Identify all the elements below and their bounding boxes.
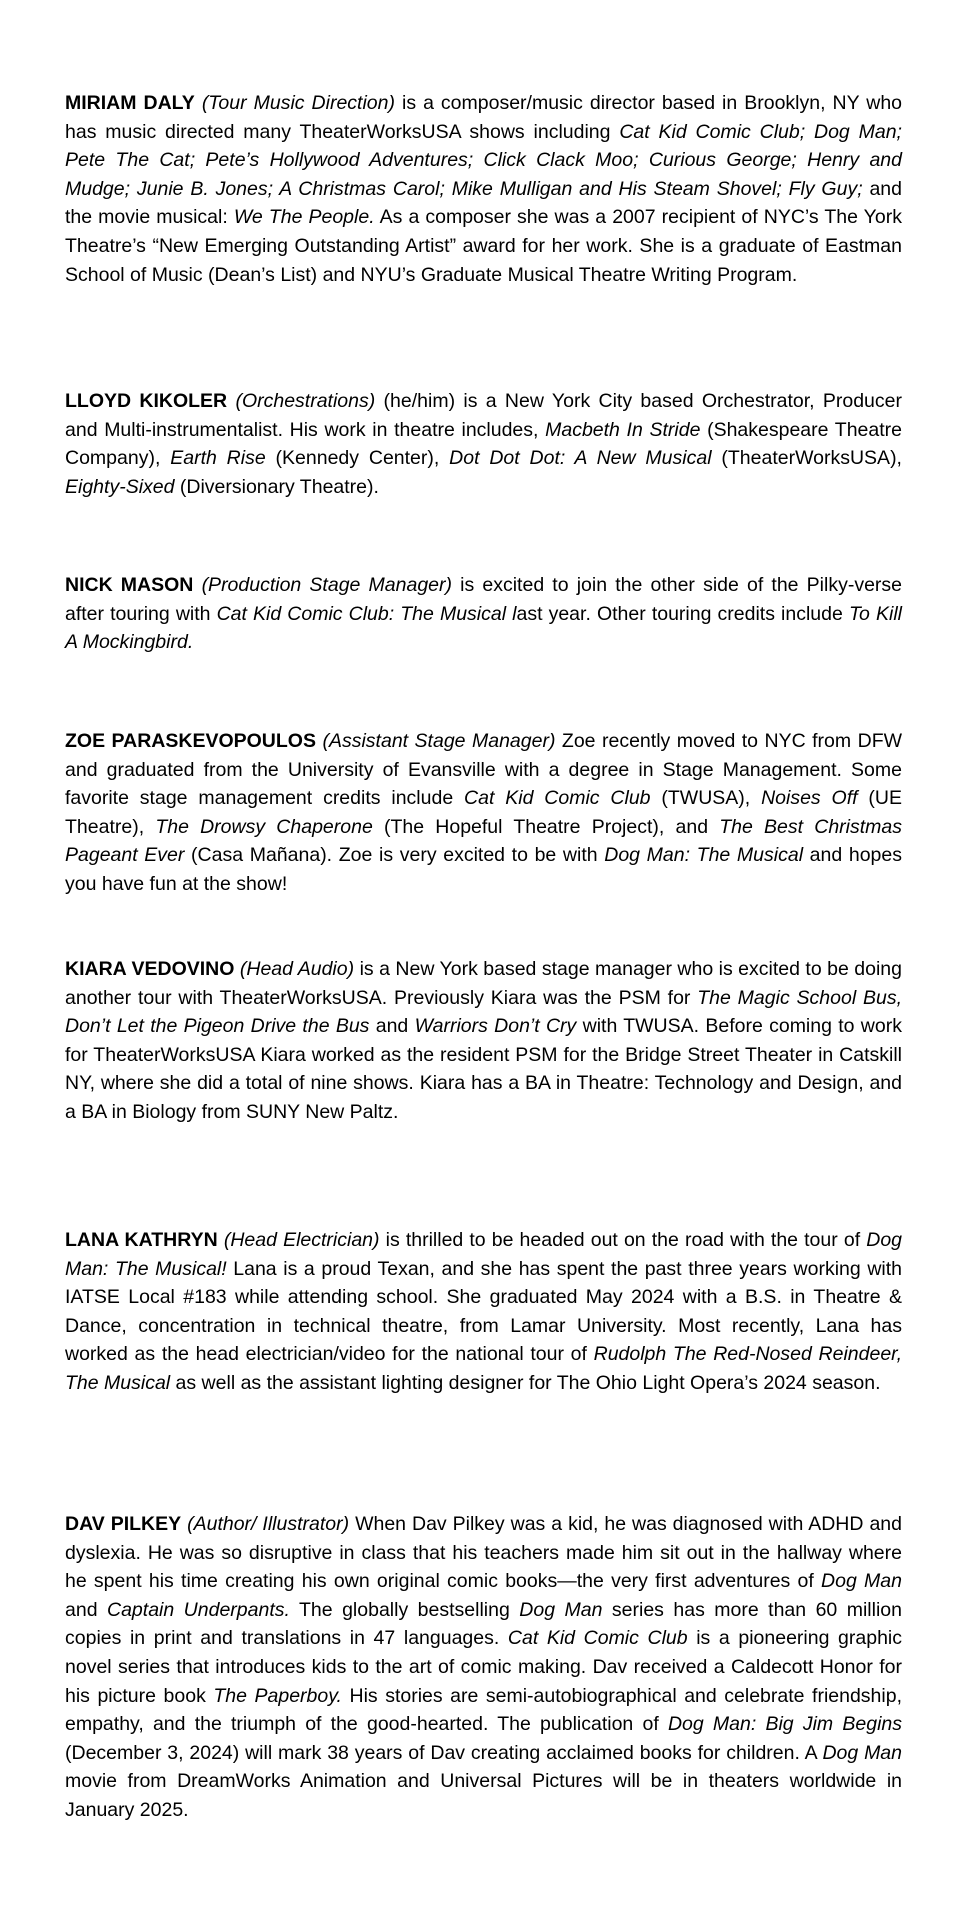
bio-name: MIRIAM DALY — [65, 92, 195, 114]
bio-text: and hopes you have fun at the show! — [65, 844, 902, 895]
bio-text: (he/him) is a New York City based Orchestrator, Producer and Multi-instrumentalist. His work in theatre includes, — [65, 390, 902, 441]
bio-role: (Tour Music Direction) — [201, 92, 395, 114]
bio-text: (December 3, 2024) will mark 38 years of Dav creating acclaimed books for children. A — [65, 1741, 823, 1764]
bio-title-italic: Cat Kid Comic Club — [464, 787, 651, 810]
bio-text: (UE Theatre), — [65, 787, 903, 838]
bio-title-italic: Macbeth In Stride — [545, 418, 701, 441]
bio-title-italic: Rudolph The Red-Nosed Reindeer, The Musical — [65, 1343, 902, 1394]
bio-title-italic: Eighty-Sixed — [65, 475, 175, 498]
bio-text: (Casa Mañana). Zoe is very excited to be with — [184, 844, 605, 867]
bio-text: (Diversionary Theatre). — [174, 475, 379, 498]
bio-role: (Assistant Stage Manager) — [322, 730, 556, 752]
bio-name: NICK MASON — [65, 574, 194, 596]
bio-text: Lana is a proud Texan, and she has spent the past three years working with IATSE Local #183 while attending school. She graduated May 2024 with a B.S. in Theatre & Dance, concentration in technical theatre, from Lamar University. Most recently, Lana has worked as the head electrician/video for the national tour of — [65, 1257, 902, 1366]
bio-text: ast year. Other touring credits include — [516, 602, 849, 625]
bio-name: LANA KATHRYN — [65, 1229, 218, 1251]
bio-title-italic: The Magic School Bus, Don’t Let the Pigeon Drive the Bus — [65, 986, 902, 1038]
bio-text: and — [369, 1015, 415, 1038]
bio-name: ZOE PARASKEVOPOULOS — [65, 730, 316, 752]
bio-text: The globally bestselling — [289, 1598, 520, 1621]
bio-title-italic: The Best Christmas Pageant Ever — [65, 815, 902, 867]
bio-title-italic: Dot Dot Dot: A New Musical — [449, 447, 712, 470]
bio-dav-pilkey — [65, 1510, 902, 1825]
bio-title-italic: Dog Man: The Musical — [604, 844, 804, 867]
bio-text: (TWUSA), — [650, 787, 762, 810]
bio-zoe-paraskevopoulos — [65, 727, 902, 899]
bio-name: DAV PILKEY — [65, 1513, 182, 1535]
bio-title-italic: Dog Man — [821, 1570, 902, 1593]
bio-title-italic: Captain Underpants. — [107, 1598, 290, 1621]
bio-text: is excited to join the other side of the Pilky-verse after touring with — [65, 574, 903, 625]
bio-title-italic: Cat Kid Comic Club: The Musical l — [216, 602, 517, 625]
bio-text — [193, 574, 201, 596]
bio-name: LLOYD KIKOLER — [65, 390, 228, 412]
bio-role: (Head Electrician) — [223, 1229, 380, 1251]
bio-text: and — [65, 1598, 107, 1621]
bio-lloyd-kikoler — [65, 387, 902, 501]
bio-title-italic: Noises Off — [761, 787, 858, 810]
bio-miriam-daly — [65, 89, 902, 289]
bio-nick-mason — [65, 571, 902, 657]
bio-text: with TWUSA. Before coming to work for TheaterWorksUSA Kiara worked as the resident PSM for the Bridge Street Theater in Catskill NY, where she did a total of nine shows. Kiara has a BA in Theatre: Technology and Design, and a BA in Biology from SUNY New Paltz. — [65, 1015, 902, 1123]
bio-text: (Kennedy Center), — [265, 447, 450, 470]
bio-role: (Orchestrations) — [235, 390, 376, 412]
bio-text: (The Hopeful Theatre Project), and — [372, 815, 720, 838]
bio-title-italic: Dog Man: The Musical! — [65, 1229, 903, 1280]
bio-text: is thrilled to be headed out on the road with the tour of — [379, 1229, 867, 1251]
bio-text: is a composer/music director based in Brooklyn, NY who has music directed many TheaterWorksUSA shows including — [65, 92, 903, 143]
bio-text — [195, 92, 202, 114]
bio-text: as well as the assistant lighting designer for The Ohio Light Opera’s 2024 season. — [170, 1371, 881, 1394]
bio-role: (Author/ Illustrator) — [187, 1513, 350, 1535]
bio-role: (Production Stage Manager) — [201, 574, 452, 596]
bio-title-italic: The Drowsy Chaperone — [155, 815, 373, 838]
bio-text: As a composer she was a 2007 recipient of NYC’s The York Theatre’s “New Emerging Outstanding Artist” award for her work. She is a graduate of Eastman School of Music (Dean’s List) and NYU’s Graduate Musical Theatre Writing Program. — [65, 206, 902, 286]
bio-text: movie from DreamWorks Animation and Universal Pictures will be in theaters worldwide in January 2025. — [65, 1770, 902, 1821]
bio-title-italic: Dog Man: Big Jim Begins — [667, 1713, 902, 1736]
bio-lana-kathryn — [65, 1226, 902, 1398]
bio-role: (Head Audio) — [239, 958, 355, 980]
bio-kiara-vedovino — [65, 955, 902, 1127]
bio-text: is a pioneering graphic novel series that introduces kids to the art of comic making. Dav received a Caldecott Honor for his picture book — [65, 1627, 902, 1707]
bio-title-italic: Earth Rise — [170, 447, 266, 470]
bio-text: When Dav Pilkey was a kid, he was diagnosed with ADHD and dyslexia. He was so disruptive in class that his teachers made him sit out in the hallway where he spent his time creating his own original comic books—the very first adventures of — [65, 1513, 902, 1593]
bio-title-italic: Cat Kid Comic Club; Dog Man; Pete The Cat; Pete’s Hollywood Adventures; Click Clack Moo; Curious George; Henry and Mudge; Junie B. Jones; A Christmas Carol; Mike Mulligan and His Steam Shovel; Fly Guy; — [65, 120, 902, 200]
bio-text: (TheaterWorksUSA), — [711, 447, 902, 470]
bio-text: His stories are semi-autobiographical and celebrate friendship, empathy, and the triumph of the good-hearted. The publication of — [65, 1684, 902, 1736]
bio-title-italic: To Kill A Mockingbird. — [65, 602, 902, 654]
bio-title-italic: Dog Man — [519, 1598, 603, 1621]
bio-name: KIARA VEDOVINO — [65, 958, 235, 980]
bio-title-italic: The Paperboy. — [213, 1684, 342, 1707]
bio-text: (Shakespeare Theatre Company), — [65, 418, 902, 470]
bio-title-italic: Warriors Don’t Cry — [414, 1015, 577, 1038]
bio-text: Zoe recently moved to NYC from DFW and graduated from the University of Evansville with a degree in Stage Management. Some favorite stage management credits include — [65, 730, 903, 810]
bio-title-italic: Dog Man — [822, 1741, 903, 1764]
bio-title-italic: We The People. — [233, 206, 375, 229]
bio-text: and the movie musical: — [65, 177, 902, 229]
bio-text: series has more than 60 million copies in print and translations in 47 languages. — [65, 1598, 902, 1650]
bio-text: is a New York based stage manager who is excited to be doing another tour with TheaterWorksUSA. Previously Kiara was the PSM for — [65, 958, 902, 1009]
bio-title-italic: Cat Kid Comic Club — [507, 1627, 688, 1650]
